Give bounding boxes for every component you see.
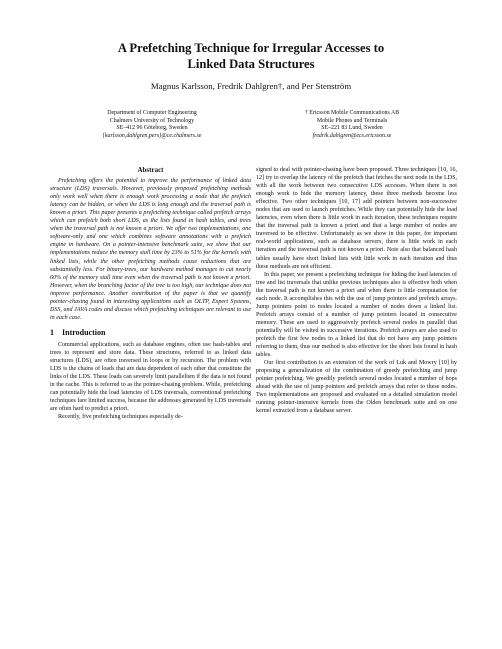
title-line-1: A Prefetching Technique for Irregular Accesses to: [117, 41, 385, 55]
affiliation-chalmers: [62, 110, 242, 140]
body-paragraph: Our first contribution is an extension of the work of Luk and Mowry [10] by proposing a generalization of the combination of greedy prefetching and jump pointer prefetching. We greedily prefetch several nodes located a number of hops ahead with the use of jump pointers and prefetch arrays that refer to these nodes. Two implementations are proposed and evaluated on a detailed simulation model running pointer-intensive kernels from the Olden benchmark suite and on one kernel extracted from a database server.: [256, 360, 457, 415]
section-heading-introduction: [50, 329, 251, 337]
section-number: 1: [50, 327, 54, 337]
author-list: Magnus Karlsson, Fredrik Dahlgren†, and Per Stenström: [150, 81, 352, 91]
right-column: [256, 166, 457, 415]
affiliation-ericsson: [262, 110, 442, 140]
body-paragraph-continued: signed to deal with pointer-chasing have been proposed. Three techniques [10, 16, 12] try to overlap the latency of the prefetch that fetches the next node in the LDS, with all the work between two consecutive LDS accesses. When there is not enough work to hide the memory latency, these three methods become less effective. Two other techniques [10, 17] add pointers between non-successive nodes that are used to launch prefetches. While they can potentially hide the load latencies, even when there is little work in each iteration, these techniques require that the traversal path is known a priori and that a large number of nodes are traversed to be effective. Unfortunately as we show in this paper, for important real-world applications, such as database servers, there is little work in each iteration and the traversal path is not known a priori. Note also that balanced hash tables usually have short linked lists with little work in each iteration and thus these methods are not efficient.: [256, 167, 457, 270]
affiliation-line: Chalmers University of Technology: [109, 117, 195, 124]
affiliation-line: † Ericsson Mobile Communications AB: [304, 110, 400, 116]
section-title: Introduction: [62, 327, 106, 337]
affiliation-email: {karlsson,dahlgren,pers}@ce.chalmers.se: [102, 132, 202, 139]
affiliation-line: Department of Computer Engineering: [107, 110, 197, 116]
title-line-2: Linked Data Structures: [187, 57, 315, 71]
body-paragraph: In this paper, we present a prefetching technique for hiding the load latencies of tree and list traversals that unlike previous techniques also is effective both when the traversal path is not known a priori and when there is little computation for each node. It accomplishes this with the use of jump pointers and prefetch arrays. Jump pointers point to nodes located a number of nodes down a linked list. Prefetch arrays consist of a number of jump pointers located in consecutive memory. These are used to aggressively prefetch several nodes in parallel that potentially will be visited in successive iterations. Prefetch arrays are also used to prefetch the first few nodes in a linked list that do not have any jump pointers referring to them, thus our method is also effective for the short lists found in hash tables.: [256, 271, 457, 359]
affiliation-email: fredrik.dahlgren@ecs.ericsson.se: [312, 132, 392, 139]
paper-title: [40, 40, 462, 72]
abstract-heading: Abstract: [137, 166, 164, 174]
affiliation-line: SE–221 83 Lund, Sweden: [321, 125, 383, 132]
abstract-text: Prefetching offers the potential to improve the performance of linked data structure (LDS) traversals. However, previously proposed prefetching methods only work well when there is enough work processing a node that the prefetch latency can be hidden, or when the LDS is long enough and the traversal path is known a priori. This paper presents a prefetching technique called prefetch arrays which can prefetch both short LDS, as the lists found in hash tables, and trees when the traversal path is not known a priori. We offer two implementations, one software-only and one which combines software annotations with a prefetch engine in hardware. On a pointer-intensive benchmark suite, we show that our implementations reduce the memory stall time by 23% to 51% for the kernels with linked lists, while the other prefetching methods cause reductions that are substantially less. For binary-trees, our hardware method manages to cut nearly 60% of the memory stall time even when the traversal path is not known a priori. However, when the branching factor of the tree is too high, our technique does not improve performance. Another contribution of the paper is that we quantify pointer-chasing found in interesting applications such as OLTP, Expert Systems, DSS, and JAVA codes and discuss which prefetching techniques are relevant to use in each case.: [50, 178, 251, 321]
affiliation-line: SE–412 96 Göteborg, Sweden: [116, 125, 188, 132]
intro-paragraph-2: Recently, five prefetching techniques especially de-: [58, 414, 183, 421]
intro-paragraph-1: Commercial applications, such as database engines, often use hash-tables and trees to represent and store data. These structures, referred to as linked data structures (LDS), are often traversed in loops or by recursion. The problem with LDS is the chains of loads that are data dependent of each other that constitute the links of the LDS. These loads can severely limit parallelism if the data is not found in the cache. This is referred to as the pointer-chasing problem. While, prefetching can potentially hide the load latencies of LDS traversals, conventional prefetching techniques fare limited success, because the addresses generated by LDS traversals are often hard to predict a priori.: [50, 341, 251, 413]
affiliation-line: Mobile Phones and Terminals: [316, 117, 388, 124]
left-column: [50, 166, 251, 421]
